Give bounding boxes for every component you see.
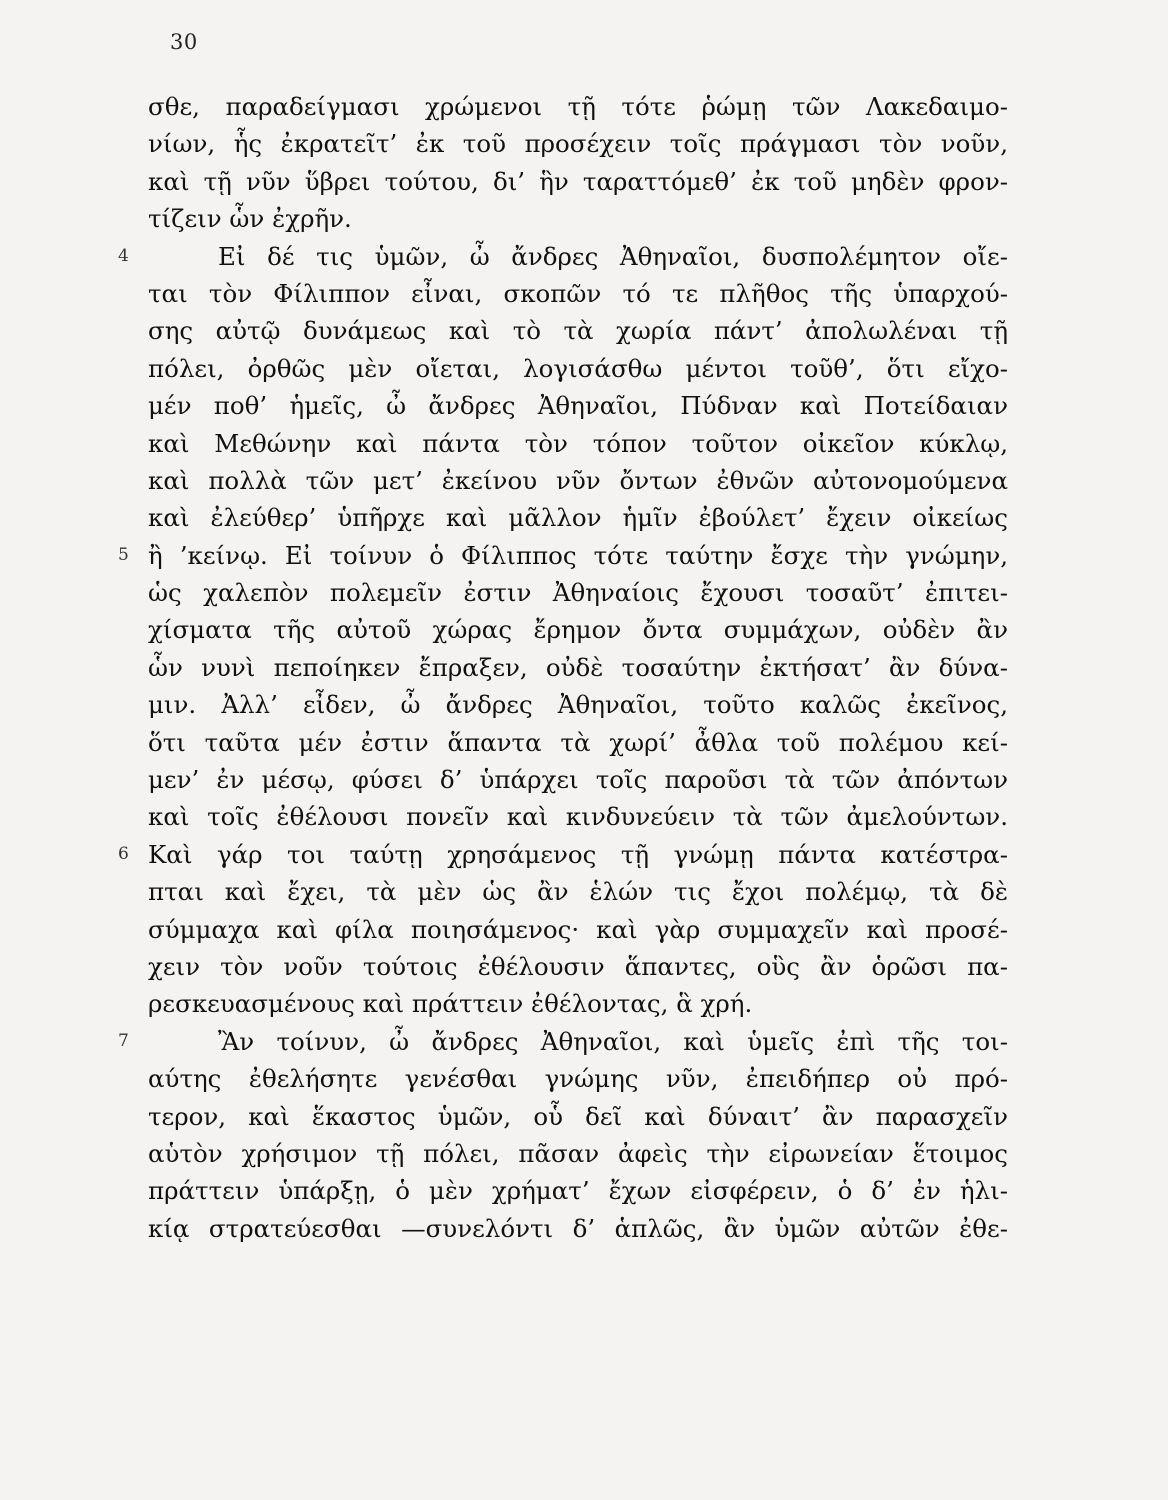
- text-line: [148, 985, 1008, 1022]
- text-line: [148, 798, 1008, 835]
- line-text: πται καὶ ἔχει, τὰ μὲν ὡς ἂν ἑλών τις ἔχοι πολέμῳ, τὰ δὲ: [148, 877, 1008, 907]
- text-line: [148, 499, 1008, 536]
- line-text: σύμμαχα καὶ φίλα ποιησάμενος· καὶ γὰρ συμμαχεῖν καὶ προσέ-: [148, 914, 1008, 944]
- line-text: ὅτι ταῦτα μέν ἐστιν ἅπαντα τὰ χωρί’ ἆθλα τοῦ πολέμου κεί-: [148, 727, 1008, 757]
- text-line: [148, 611, 1008, 648]
- line-text: μεν’ ἐν μέσῳ, φύσει δ’ ὑπάρχει τοῖς παροῦσι τὰ τῶν ἀπόντων: [148, 765, 1008, 795]
- section-number: 6: [118, 843, 129, 864]
- line-text: σθε, παραδείγμασι χρώμενοι τῇ τότε ῥώμῃ τῶν Λακεδαιμο-: [148, 92, 1008, 121]
- text-line: [148, 1060, 1008, 1097]
- text-line: [148, 1098, 1008, 1135]
- section-number: 4: [118, 245, 129, 266]
- text-line: [148, 873, 1008, 910]
- line-text: καὶ πολλὰ τῶν μετ’ ἐκείνου νῦν ὄντων ἐθνῶν αὐτονομούμενα: [148, 465, 1008, 495]
- text-line: [118, 1023, 1008, 1060]
- line-text: τερον, καὶ ἕκαστος ὑμῶν, οὗ δεῖ καὶ δύναιτ’ ἂν παρασχεῖν: [148, 1101, 1008, 1131]
- line-text: μιν. Ἀλλ’ εἶδεν, ὦ ἄνδρες Ἀθηναῖοι, τοῦτο καλῶς ἐκεῖνος,: [148, 690, 1008, 720]
- text-line: [148, 1172, 1008, 1209]
- line-text: καὶ τοῖς ἐθέλουσι πονεῖν καὶ κινδυνεύειν τὰ τῶν ἀμελούντων.: [148, 802, 1008, 832]
- text-line: [148, 200, 1008, 237]
- text-line: [148, 350, 1008, 387]
- text-line: [148, 724, 1008, 761]
- text-line: [148, 574, 1008, 611]
- line-text: ρεσκευασμένους καὶ πράττειν ἐθέλοντας, ἃ χρή.: [148, 989, 753, 1019]
- line-text: σης αὐτῷ δυνάμεως καὶ τὸ τὰ χωρία πάντ’ ἀπολωλέναι τῇ: [148, 316, 1008, 346]
- text-line: [148, 88, 1008, 125]
- text-line: [148, 649, 1008, 686]
- text-line: [148, 1135, 1008, 1172]
- text-line: [148, 425, 1008, 462]
- text-line: [148, 387, 1008, 424]
- line-text: αύτης ἐθελήσητε γενέσθαι γνώμης νῦν, ἐπειδήπερ οὐ πρό-: [148, 1064, 1008, 1094]
- text-line: [148, 686, 1008, 723]
- greek-text-body: [118, 88, 1008, 1247]
- line-text: πόλει, ὀρθῶς μὲν οἴεται, λογισάσθω μέντοι τοῦθ’, ὅτι εἴχο-: [148, 353, 1008, 383]
- line-text: καὶ τῇ νῦν ὕβρει τούτου, δι’ ἣν ταραττόμεθ’ ἐκ τοῦ μηδὲν φρον-: [148, 166, 1008, 196]
- text-line: [148, 275, 1008, 312]
- section-number: 7: [118, 1030, 129, 1051]
- line-text: Ἂν τοίνυν, ὦ ἄνδρες Ἀθηναῖοι, καὶ ὑμεῖς ἐπὶ τῆς τοι-: [218, 1026, 1008, 1056]
- text-line: [118, 836, 1008, 873]
- line-text: τίζειν ὧν ἐχρῆν.: [148, 204, 352, 234]
- line-text: ἢ ’κείνῳ. Εἰ τοίνυν ὁ Φίλιππος τότε ταύτην ἔσχε τὴν γνώμην,: [148, 540, 1008, 570]
- line-text: καὶ ἐλεύθερ’ ὑπῆρχε καὶ μᾶλλον ἡμῖν ἐβούλετ’ ἔχειν οἰκείως: [148, 503, 1008, 533]
- line-text: κίᾳ στρατεύεσθαι —συνελόντι δ’ ἁπλῶς, ἂν ὑμῶν αὐτῶν ἐθε-: [148, 1213, 1008, 1243]
- text-line: [148, 462, 1008, 499]
- line-text: μέν ποθ’ ἡμεῖς, ὦ ἄνδρες Ἀθηναῖοι, Πύδναν καὶ Ποτείδαιαν: [148, 391, 1008, 421]
- text-line: [148, 1210, 1008, 1247]
- text-line: [148, 761, 1008, 798]
- text-line: [148, 312, 1008, 349]
- line-text: χειν τὸν νοῦν τούτοις ἐθέλουσιν ἅπαντες, οὓς ἂν ὁρῶσι πα-: [148, 951, 1008, 981]
- section-number: 5: [118, 544, 129, 565]
- line-text: ται τὸν Φίλιππον εἶναι, σκοπῶν τό τε πλῆθος τῆς ὑπαρχού-: [148, 278, 1008, 308]
- text-line: [148, 125, 1008, 162]
- line-text: Εἰ δέ τις ὑμῶν, ὦ ἄνδρες Ἀθηναῖοι, δυσπολέμητον οἴε-: [218, 241, 1008, 271]
- line-text: πράττειν ὑπάρξῃ, ὁ μὲν χρήματ’ ἔχων εἰσφέρειν, ὁ δ’ ἐν ἡλι-: [148, 1176, 1008, 1206]
- text-line: [148, 948, 1008, 985]
- line-text: νίων, ἧς ἐκρατεῖτ’ ἐκ τοῦ προσέχειν τοῖς πράγμασι τὸν νοῦν,: [148, 129, 1008, 159]
- text-line: [148, 911, 1008, 948]
- text-line: [118, 238, 1008, 275]
- line-text: αὑτὸν χρήσιμον τῇ πόλει, πᾶσαν ἀφεὶς τὴν εἰρωνείαν ἕτοιμος: [148, 1138, 1008, 1168]
- text-line: [148, 163, 1008, 200]
- text-line: [118, 537, 1008, 574]
- line-text: Καὶ γάρ τοι ταύτῃ χρησάμενος τῇ γνώμῃ πάντα κατέστρα-: [148, 839, 1008, 869]
- page-number: 30: [170, 30, 198, 54]
- line-text: ὡς χαλεπὸν πολεμεῖν ἐστιν Ἀθηναίοις ἔχουσι τοσαῦτ’ ἐπιτει-: [148, 578, 1008, 608]
- line-text: χίσματα τῆς αὐτοῦ χώρας ἔρημον ὄντα συμμάχων, οὐδὲν ἂν: [148, 615, 1008, 645]
- line-text: καὶ Μεθώνην καὶ πάντα τὸν τόπον τοῦτον οἰκεῖον κύκλῳ,: [148, 428, 1008, 458]
- line-text: ὧν νυνὶ πεποίηκεν ἔπραξεν, οὐδὲ τοσαύτην ἐκτήσατ’ ἂν δύνα-: [148, 652, 1008, 682]
